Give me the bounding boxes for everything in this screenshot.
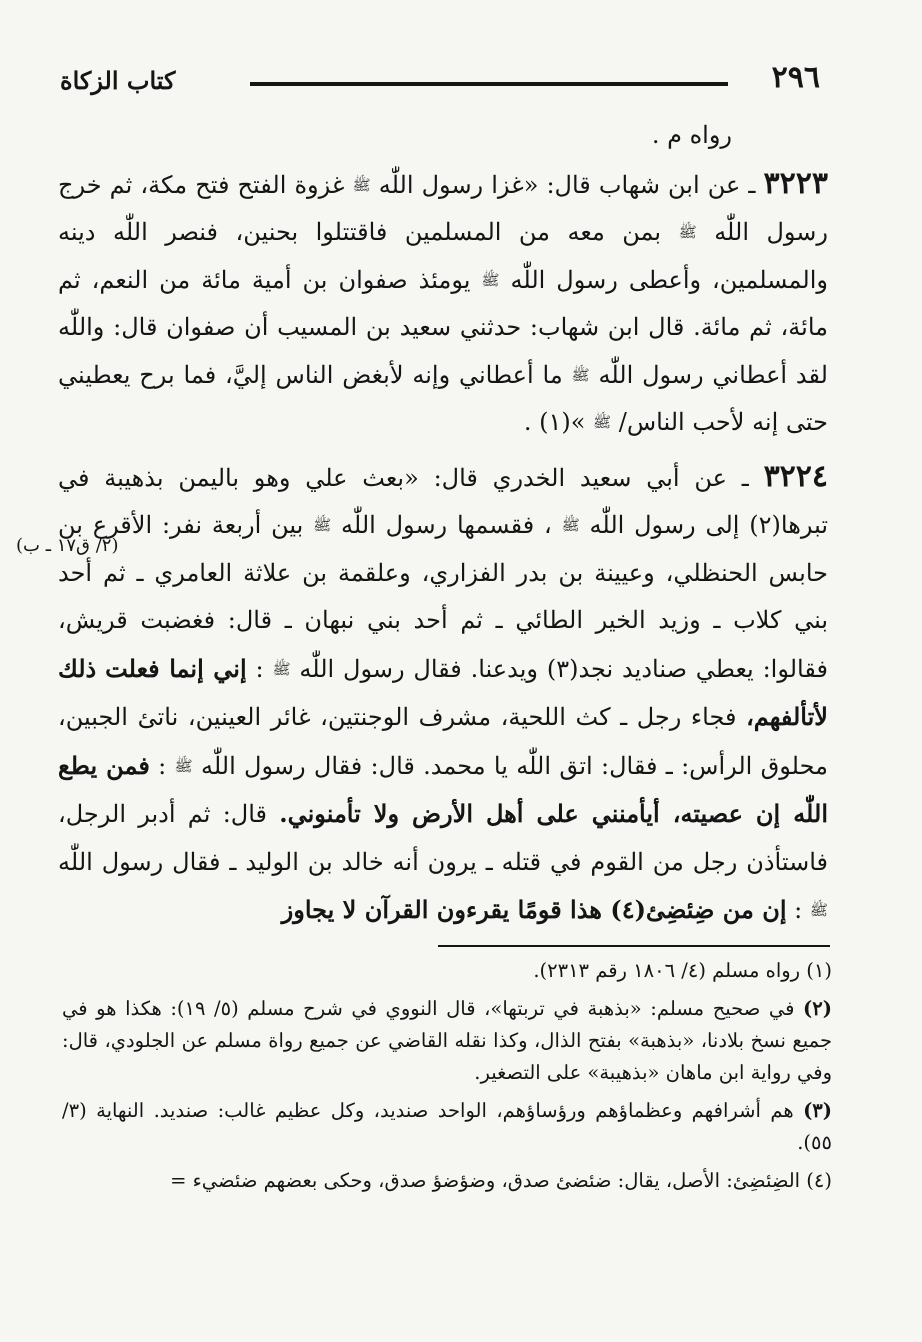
saw-glyph: ﷺ [174, 756, 193, 775]
footnote-4: (٤) الضِئضِئ: الأصل، يقال: ضئضئ صدق، وضؤضؤ صدق، وحكى بعضهم ضئضيء = [170, 1169, 832, 1192]
main-text [16, 112, 829, 935]
hadith-number: ٣٢٢٤ [763, 458, 829, 494]
page-number: ٢٩٦ [771, 60, 820, 95]
book-title: كتاب الزكاة [60, 66, 176, 95]
hadith-number: ٣٢٢٣ [763, 165, 828, 201]
footnote-2: (٢) في صحيح مسلم: «بذهبة في تربتها»، قال النووي في شرح مسلم (٥/ ١٩): هكذا هو في جميع نسخ بلادنا، «بذهبة» بفتح الذال، وكذا نقله القاضي عن جميع رواة مسلم عن الجلودي، قال: وفي رواية ابن ماهان «بذهيبة» على التصغير. [62, 997, 832, 1084]
margin-note: (٢/ ق١٧ ـ ب) [16, 535, 119, 556]
saw-glyph: ﷺ [593, 413, 612, 431]
header-rule [250, 82, 728, 86]
hadith-3224: ٣٢٢٤ ـ عن أبي سعيد الخدري قال: «بعث علي وهو باليمن بذهيبة في تبرها(٢) إلى رسول اللّٰه ﷺ ، فقسمها رسول اللّٰه ﷺ بين أربعة نفر: الأقرع بن حابس الحنظلي، وعيينة بن بدر الفزاري، وعلقمة بن علاثة العامري ـ ثم أحد بني كلاب ـ وزيد الخير الطائي ـ ثم أحد بني نبهان ـ قال: فغضبت قريش، فقالوا: يعطي صناديد نجد(٣) ويدعنا. فقال رسول اللّٰه ﷺ : إني إنما فعلت ذلك لأتألفهم، فجاء رجل ـ كث اللحية، مشرف الوجنتين، غائر العينين، ناتئ الجبين، محلوق الرأس: ـ فقال: اتق اللّٰه يا محمد. قال: فقال رسول اللّٰه ﷺ : فمن يطع اللّٰه إن عصيته، أيأمنني على أهل الأرض ولا تأمنوني. قال: ثم أدبر الرجل، فاستأذن رجل من القوم في قتله ـ يرون أنه خالد بن الوليد ـ فقال رسول اللّٰه ﷺ : إن من ضِئضِئ(٤) هذا قومًا يقرءون القرآن لا يجاوز [58, 458, 829, 924]
saw-glyph: ﷺ [561, 516, 580, 534]
saw-glyph: ﷺ [678, 223, 697, 241]
page-header [60, 60, 820, 104]
saw-glyph: ﷺ [352, 175, 371, 194]
footnote-rule [438, 945, 830, 947]
text-line: رواه م . [651, 121, 732, 149]
footnote-3: (٣) هم أشرافهم وعظماؤهم ورؤساؤهم، الواحد صنديد، وكل عظيم غالب: صنديد. النهاية (٣/ ٥٥). [62, 1099, 833, 1154]
hadith-3223: ٣٢٢٣ ـ عن ابن شهاب قال: «غزا رسول اللّٰه ﷺ غزوة الفتح فتح مكة، ثم خرج رسول اللّٰه ﷺ بمن معه من المسلمين فاقتتلوا بحنين، فنصر اللّٰه دينه والمسلمين، وأعطى رسول اللّٰه ﷺ يومئذ صفوان بن أمية مائة من النعم، ثم مائة، ثم مائة. قال ابن شهاب: حدثني سعيد بن المسيب أن صفوان قال: واللّٰه لقد أعطاني رسول اللّٰه ﷺ ما أعطاني وإنه لأبغض الناس إليَّ، فما برح يعطيني حتى إنه لأحب الناس/ ﷺ »(١) . [58, 165, 828, 436]
saw-glyph: ﷺ [272, 659, 291, 678]
saw-glyph: ﷺ [571, 365, 590, 384]
saw-glyph: ﷺ [809, 901, 828, 919]
saw-glyph: ﷺ [481, 270, 500, 289]
footnotes [62, 955, 832, 1203]
saw-glyph: ﷺ [313, 516, 332, 534]
footnote-1: (١) رواه مسلم (٤/ ١٨٠٦ رقم ٢٣١٣). [533, 959, 832, 982]
